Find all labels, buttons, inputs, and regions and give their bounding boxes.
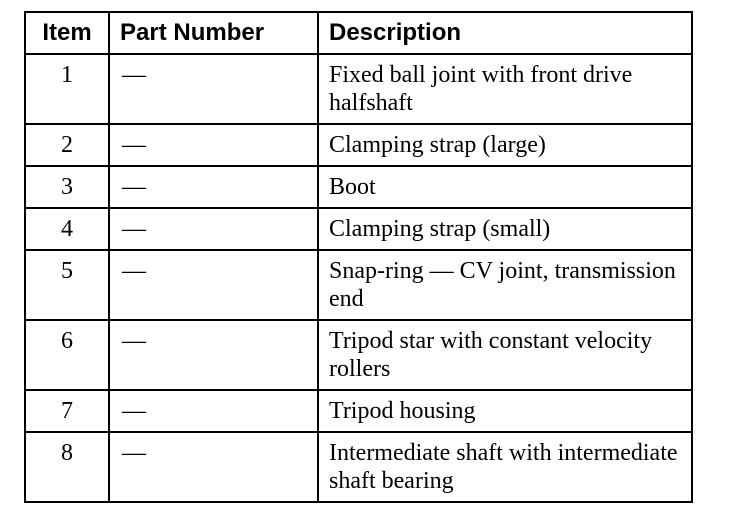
item-number: 3 [25,166,109,208]
item-number: 4 [25,208,109,250]
part-number: — [109,54,318,124]
description: Tripod housing [318,390,692,432]
table-row [25,250,692,320]
description: Clamping strap (small) [318,208,692,250]
item-number: 6 [25,320,109,390]
table-row [25,432,692,502]
table-row [25,320,692,390]
part-number: — [109,124,318,166]
header-description: Description [318,12,692,54]
part-number: — [109,320,318,390]
table-row [25,124,692,166]
description: Clamping strap (large) [318,124,692,166]
description: Boot [318,166,692,208]
description: Fixed ball joint with front drive halfshaft [318,54,692,124]
table-row [25,208,692,250]
header-row [25,12,692,54]
item-number: 5 [25,250,109,320]
header-item: Item [25,12,109,54]
description: Snap-ring — CV joint, transmission end [318,250,692,320]
table-row [25,166,692,208]
part-number: — [109,390,318,432]
part-number: — [109,166,318,208]
item-number: 1 [25,54,109,124]
parts-table [24,11,693,503]
item-number: 7 [25,390,109,432]
table-header [25,12,692,54]
part-number: — [109,250,318,320]
header-part-number: Part Number [109,12,318,54]
part-number: — [109,432,318,502]
table-row [25,54,692,124]
description: Tripod star with constant velocity rollers [318,320,692,390]
description: Intermediate shaft with intermediate shaft bearing [318,432,692,502]
table-body [25,54,692,502]
item-number: 2 [25,124,109,166]
part-number: — [109,208,318,250]
table-row [25,390,692,432]
item-number: 8 [25,432,109,502]
